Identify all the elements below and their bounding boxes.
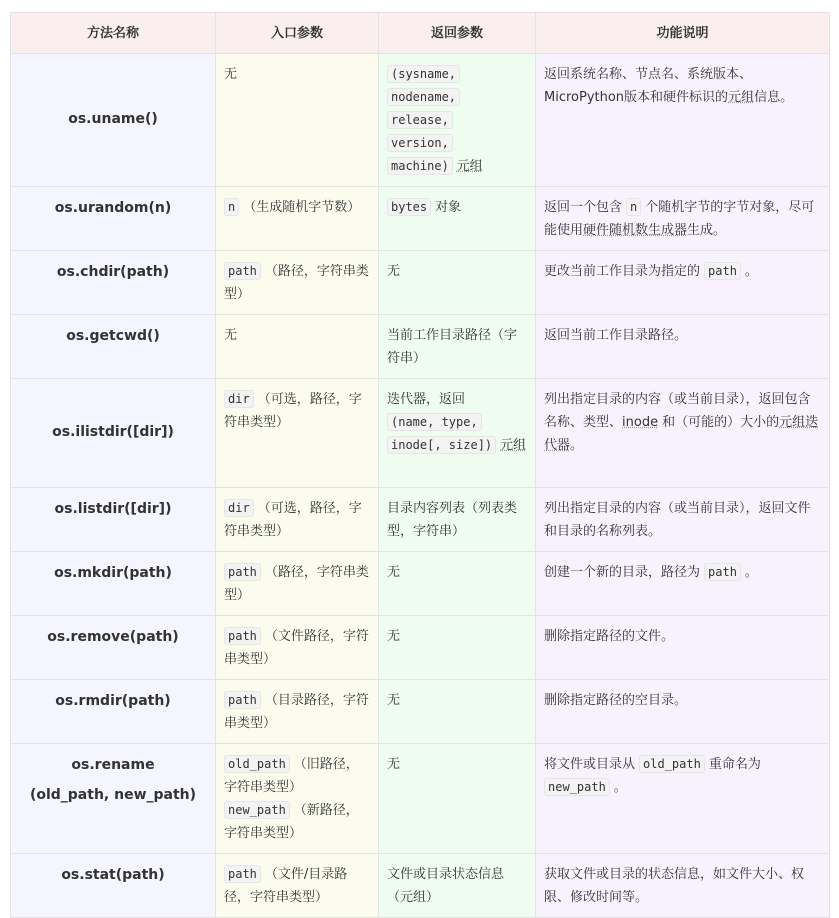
table-row [11, 680, 830, 744]
description: 获取文件或目录的状态信息，如文件大小、权限、修改时间等。 [536, 854, 830, 918]
entry-params: path （目录路径，字符串类型） [216, 680, 379, 744]
return-text: 元组 [456, 159, 483, 174]
table-row [11, 616, 830, 680]
table-row [11, 187, 830, 251]
return-params [379, 54, 536, 187]
method-name: os.getcwd() [11, 315, 216, 379]
return-params: 无 [379, 251, 536, 315]
return-code: version, [387, 134, 453, 152]
table-row [11, 854, 830, 918]
description: 列出指定目录的内容（或当前目录），返回文件和目录的名称列表。 [536, 488, 830, 552]
table-row [11, 379, 830, 488]
os-methods-table [10, 12, 830, 918]
header-return-params: 返回参数 [379, 13, 536, 54]
method-name: os.rename (old_path, new_path) [11, 744, 216, 854]
return-params: 文件或目录状态信息（元组） [379, 854, 536, 918]
entry-params: 无 [216, 315, 379, 379]
description: 返回当前工作目录路径。 [536, 315, 830, 379]
description: 将文件或目录从 old_path 重命名为 new_path 。 [536, 744, 830, 854]
header-entry-params: 入口参数 [216, 13, 379, 54]
return-code: release, [387, 111, 453, 129]
return-params: 无 [379, 552, 536, 616]
method-name: os.listdir([dir]) [11, 488, 216, 552]
table-row [11, 54, 830, 187]
method-name: os.stat(path) [11, 854, 216, 918]
description: 删除指定路径的文件。 [536, 616, 830, 680]
table-row [11, 744, 830, 854]
entry-params: n （生成随机字节数） [216, 187, 379, 251]
entry-params: 无 [216, 54, 379, 187]
method-name: os.rmdir(path) [11, 680, 216, 744]
entry-params: dir （可选，路径，字符串类型） [216, 488, 379, 552]
entry-params: dir （可选，路径，字符串类型） [216, 379, 379, 488]
method-name: os.mkdir(path) [11, 552, 216, 616]
method-name: os.ilistdir([dir]) [11, 379, 216, 488]
return-code: machine) [387, 157, 453, 175]
method-name: os.urandom(n) [11, 187, 216, 251]
method-name: os.chdir(path) [11, 251, 216, 315]
entry-params: path （文件/目录路径，字符串类型） [216, 854, 379, 918]
method-name: os.remove(path) [11, 616, 216, 680]
entry-params: path （文件路径，字符串类型） [216, 616, 379, 680]
return-params: 当前工作目录路径（字符串） [379, 315, 536, 379]
description: 返回一个包含 n 个随机字节的字节对象，尽可能使用硬件随机数生成器生成。 [536, 187, 830, 251]
description: 创建一个新的目录，路径为 path 。 [536, 552, 830, 616]
description: 列出指定目录的内容（或当前目录），返回包含名称、类型、inode 和（可能的）大小的元组迭代器。 [536, 379, 830, 488]
table-row [11, 552, 830, 616]
header-method-name: 方法名称 [11, 13, 216, 54]
header-description: 功能说明 [536, 13, 830, 54]
method-name: os.uname() [11, 54, 216, 187]
entry-params: path （路径，字符串类型） [216, 251, 379, 315]
return-params: 无 [379, 744, 536, 854]
table-row [11, 315, 830, 379]
table-header-row [11, 13, 830, 54]
return-code: nodename, [387, 88, 460, 106]
return-params: 无 [379, 680, 536, 744]
return-params: 迭代器，返回 (name, type, inode[, size]) 元组 [379, 379, 536, 488]
return-params: bytes 对象 [379, 187, 536, 251]
return-params: 目录内容列表（列表类型，字符串） [379, 488, 536, 552]
return-params: 无 [379, 616, 536, 680]
table-row [11, 488, 830, 552]
table-row [11, 251, 830, 315]
description: 更改当前工作目录为指定的 path 。 [536, 251, 830, 315]
entry-params: old_path （旧路径，字符串类型） new_path （新路径，字符串类型） [216, 744, 379, 854]
description: 返回系统名称、节点名、系统版本、MicroPython版本和硬件标识的元组信息。 [536, 54, 830, 187]
entry-params: path （路径，字符串类型） [216, 552, 379, 616]
description: 删除指定路径的空目录。 [536, 680, 830, 744]
return-code: (sysname, [387, 65, 460, 83]
